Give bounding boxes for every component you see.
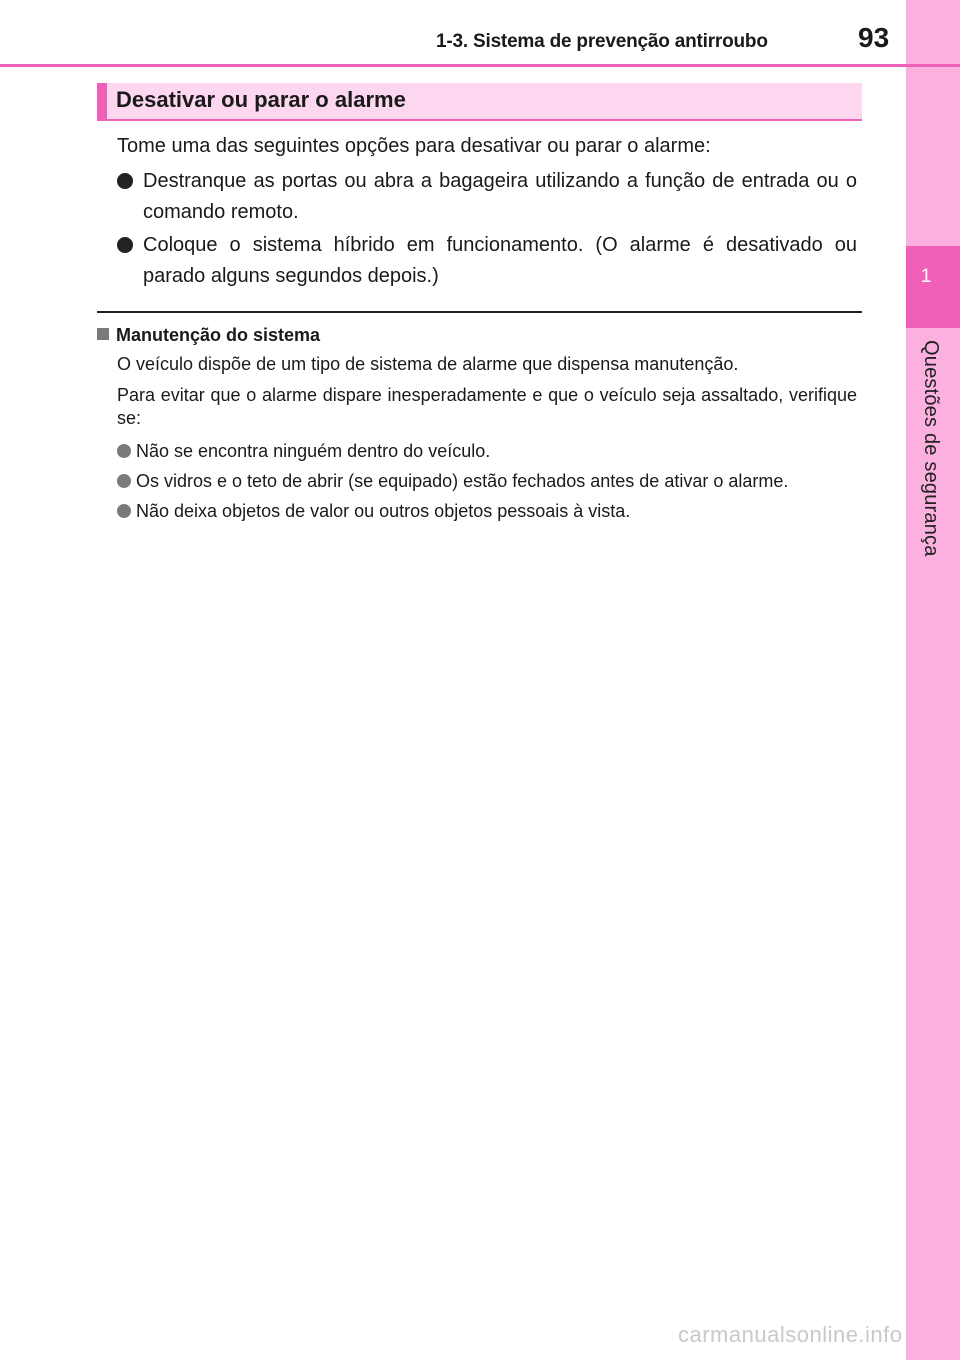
list-item — [117, 166, 857, 228]
maintenance-title: Manutenção do sistema — [116, 325, 321, 345]
running-header: 1-3. Sistema de prevenção antirroubo — [436, 31, 768, 52]
page-number: 93 — [858, 22, 890, 53]
list-item-text: Os vidros e o teto de abrir (se equipado) estão fechados antes de ativar o alarme. — [136, 471, 789, 491]
section-bullet-list — [117, 166, 857, 294]
list-item — [117, 466, 857, 496]
list-item — [117, 230, 857, 292]
list-item — [117, 496, 857, 526]
section-heading — [97, 83, 862, 121]
section-intro: Tome uma das seguintes opções para desativar ou parar o alarme: — [117, 135, 711, 157]
bullet-dot-icon — [117, 444, 131, 458]
section-divider — [97, 311, 862, 313]
list-item-text: Não deixa objetos de valor ou outros objetos pessoais à vista. — [136, 501, 631, 521]
square-bullet-icon — [97, 328, 109, 340]
section-title: Desativar ou parar o alarme — [116, 87, 406, 112]
maintenance-paragraph-2: Para evitar que o alarme dispare inesperadamente e que o veículo seja assaltado, verifique se: — [117, 385, 857, 428]
side-strip — [906, 0, 960, 1360]
bullet-dot-icon — [117, 504, 131, 518]
header-rule — [0, 64, 960, 67]
list-item-text: Não se encontra ninguém dentro do veículo. — [136, 441, 491, 461]
chapter-label: Questões de segurança — [920, 340, 942, 557]
maintenance-heading — [97, 325, 320, 346]
maintenance-bullet-list — [117, 436, 857, 526]
list-item-text: Destranque as portas ou abra a bagageira utilizando a função de entrada ou o comando remoto. — [143, 170, 857, 223]
chapter-number: 1 — [920, 266, 932, 287]
bullet-dot-icon — [117, 173, 133, 189]
section-heading-accent — [97, 83, 107, 119]
bullet-dot-icon — [117, 474, 131, 488]
list-item-text: Coloque o sistema híbrido em funcionamento. (O alarme é desativado ou parado alguns segundos depois.) — [143, 234, 857, 287]
list-item — [117, 436, 857, 466]
bullet-dot-icon — [117, 237, 133, 253]
maintenance-paragraph-1: O veículo dispõe de um tipo de sistema de alarme que dispensa manutenção. — [117, 354, 739, 374]
watermark: carmanualsonline.info — [678, 1322, 903, 1347]
